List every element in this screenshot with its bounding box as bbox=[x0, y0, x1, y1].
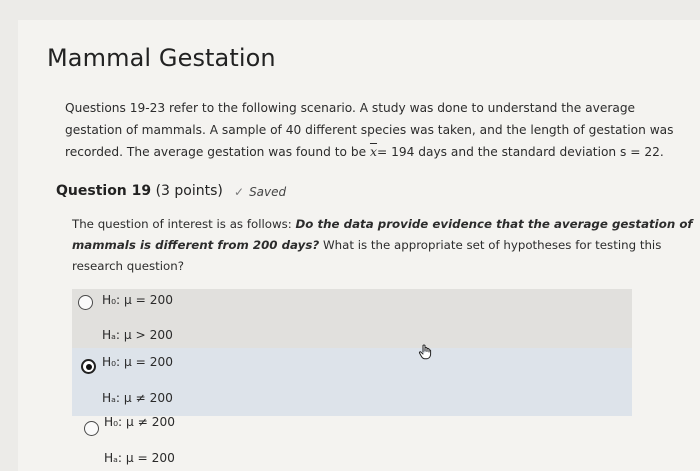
option-1-null-hypothesis: H₀: μ = 200 bbox=[102, 293, 174, 307]
option-2-alt-hypothesis: Hₐ: μ ≠ 200 bbox=[102, 391, 173, 405]
checkmark-icon: ✓ bbox=[234, 185, 245, 199]
option-2-null-hypothesis: H₀: μ = 200 bbox=[102, 355, 174, 369]
scenario-line-3-end: = 194 days and the standard deviation s = 22. bbox=[377, 145, 664, 159]
scenario-line-3 bbox=[65, 141, 665, 163]
prompt-emphasis-1: Do the data provide evidence that the average gestation of bbox=[295, 217, 693, 231]
question-number: Question 19 bbox=[56, 183, 152, 199]
hand-pointer-icon bbox=[418, 344, 432, 360]
prompt-line-3: research question? bbox=[72, 259, 185, 273]
option-3-radio[interactable] bbox=[84, 421, 99, 436]
question-header bbox=[56, 183, 223, 199]
saved-label: Saved bbox=[249, 185, 287, 199]
prompt-emphasis-2: mammals is different from 200 days? bbox=[72, 238, 320, 252]
option-1-radio[interactable] bbox=[78, 295, 93, 310]
option-3-null-hypothesis: H₀: μ ≠ 200 bbox=[104, 415, 176, 429]
scenario-text bbox=[65, 97, 674, 163]
scenario-line-2: gestation of mammals. A sample of 40 different species was taken, and the length of gestation was bbox=[65, 123, 674, 137]
option-2-radio[interactable] bbox=[81, 359, 96, 374]
page-title: Mammal Gestation bbox=[47, 44, 276, 72]
scenario-line-1: Questions 19-23 refer to the following scenario. A study was done to understand the average bbox=[65, 101, 636, 115]
option-1-alt-hypothesis: Hₐ: μ > 200 bbox=[102, 328, 173, 342]
sample-mean-symbol: $\overline{x}$ bbox=[369, 144, 378, 159]
prompt-line-2 bbox=[72, 235, 662, 256]
question-points: (3 points) bbox=[155, 183, 223, 199]
scenario-line-3-start: recorded. The average gestation was found to be bbox=[65, 145, 370, 159]
question-prompt bbox=[72, 214, 693, 277]
prompt-intro: The question of interest is as follows: bbox=[72, 217, 296, 231]
prompt-line-2-rest: What is the appropriate set of hypotheses for testing this bbox=[319, 238, 662, 252]
saved-status bbox=[234, 185, 286, 199]
prompt-line-1 bbox=[72, 214, 693, 235]
option-3-alt-hypothesis: Hₐ: μ = 200 bbox=[104, 451, 175, 465]
